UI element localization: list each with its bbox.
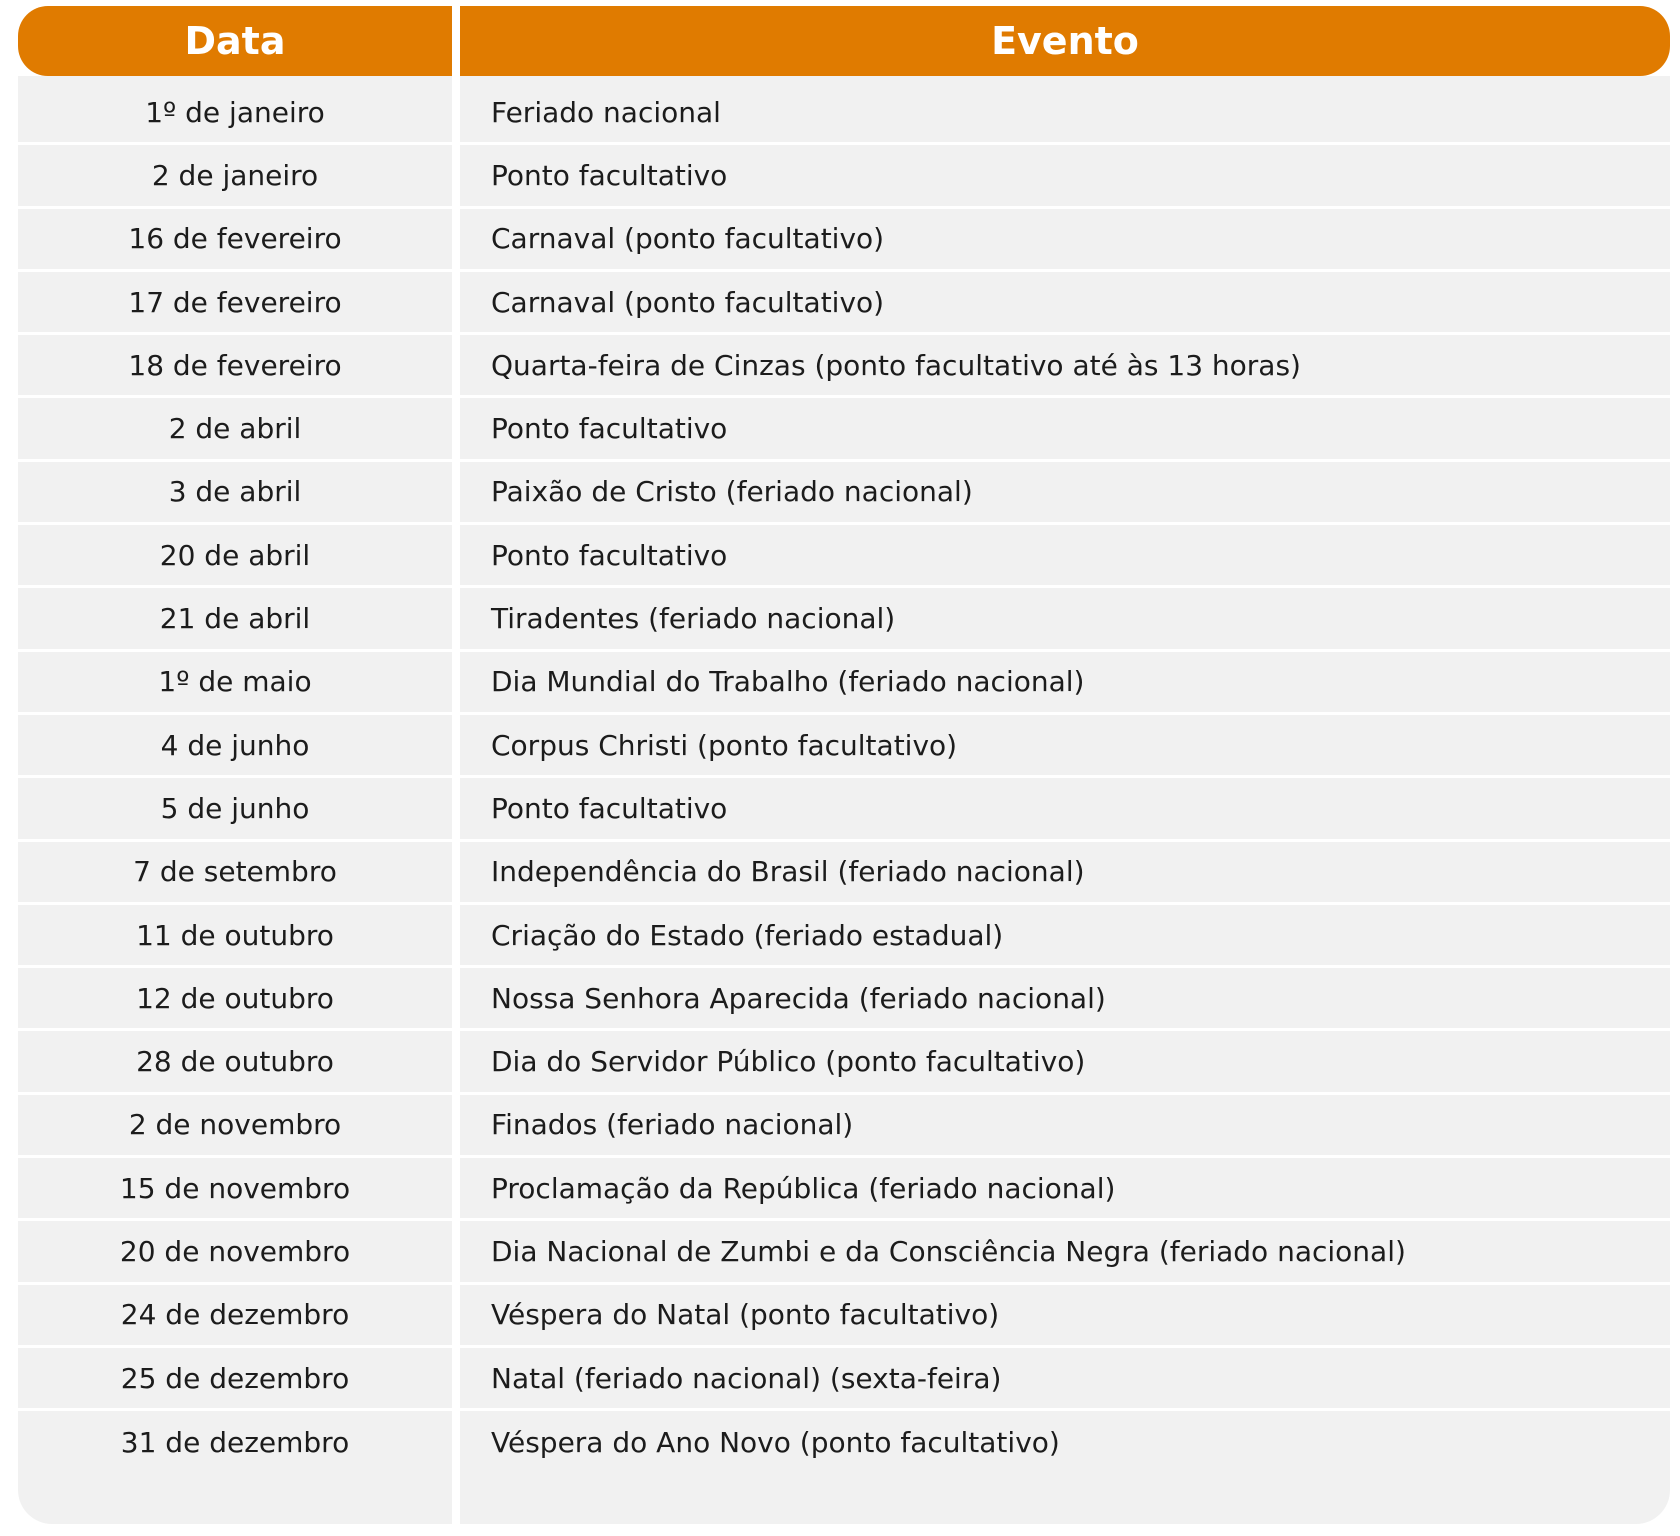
table-row [18,462,1670,525]
row-end-mask [1618,398,1670,458]
table-row [18,1221,1670,1284]
row-end-mask [1618,525,1670,585]
event-cell: Ponto facultativo [491,538,728,572]
event-cell: Dia Mundial do Trabalho (feriado nacional) [491,665,1085,699]
date-cell: 28 de outubro [136,1045,334,1079]
table-row [18,1285,1670,1348]
row-end-mask [1618,82,1670,142]
event-cell: Véspera do Ano Novo (ponto facultativo) [491,1426,1060,1460]
event-cell: Feriado nacional [491,95,721,129]
event-cell: Carnaval (ponto facultativo) [491,285,885,319]
table-row [18,1095,1670,1158]
table-row [18,335,1670,398]
row-end-mask [1618,1348,1670,1408]
header-divider [452,6,460,76]
table-row [18,525,1670,588]
table-row [18,398,1670,461]
row-end-mask [1618,1285,1670,1345]
table-header [18,6,1670,76]
table-row [18,652,1670,715]
holiday-table [18,6,1670,1524]
date-cell: 11 de outubro [136,918,334,952]
event-cell: Ponto facultativo [491,412,728,446]
date-cell: 15 de novembro [119,1171,351,1205]
date-cell: 16 de fevereiro [128,222,342,256]
event-cell: Ponto facultativo [491,791,728,825]
date-cell: 12 de outubro [136,981,334,1015]
event-cell: Nossa Senhora Aparecida (feriado nacional) [491,981,1106,1015]
row-end-mask [1618,968,1670,1028]
table-row [18,1031,1670,1094]
row-end-mask [1618,1411,1670,1474]
table-row [18,1348,1670,1411]
event-cell: Paixão de Cristo (feriado nacional) [491,475,973,509]
event-cell: Carnaval (ponto facultativo) [491,222,885,256]
table-body [18,76,1670,1524]
date-cell: 31 de dezembro [120,1426,350,1460]
table-row [18,1158,1670,1221]
date-cell: 5 de junho [160,791,310,825]
event-cell: Proclamação da República (feriado nacional) [491,1171,1116,1205]
table-row [18,778,1670,841]
date-cell: 1º de maio [158,665,312,699]
row-end-mask [1618,272,1670,332]
row-end-mask [1618,778,1670,838]
table-rows [18,82,1670,1475]
date-cell: 1º de janeiro [145,95,325,129]
date-cell: 7 de setembro [133,855,337,889]
table-row [18,905,1670,968]
row-end-mask [1618,335,1670,395]
date-cell: 3 de abril [168,475,302,509]
row-end-mask [1618,209,1670,269]
table-row [18,715,1670,778]
table-row [18,842,1670,905]
date-cell: 2 de janeiro [151,158,319,192]
table-row [18,968,1670,1031]
date-cell: 2 de abril [168,412,302,446]
row-end-mask [1618,905,1670,965]
header-event: Evento [991,19,1139,63]
row-end-mask [1618,652,1670,712]
event-cell: Natal (feriado nacional) (sexta-feira) [491,1361,1002,1395]
date-cell: 20 de novembro [119,1234,351,1268]
row-end-mask [1618,1221,1670,1281]
row-end-mask [1618,1095,1670,1155]
row-end-mask [1618,1158,1670,1218]
row-end-mask [1618,588,1670,648]
event-cell: Ponto facultativo [491,158,728,192]
date-cell: 25 de dezembro [120,1361,350,1395]
event-cell: Quarta-feira de Cinzas (ponto facultativo até às 13 horas) [491,348,1301,382]
date-cell: 20 de abril [159,538,311,572]
row-end-mask [1618,462,1670,522]
header-date: Data [184,19,286,63]
row-end-mask [1618,145,1670,205]
date-cell: 24 de dezembro [120,1298,350,1332]
table-row [18,272,1670,335]
event-cell: Véspera do Natal (ponto facultativo) [491,1298,1000,1332]
event-cell: Tiradentes (feriado nacional) [491,602,896,636]
event-cell: Finados (feriado nacional) [491,1108,854,1142]
table-row [18,1411,1670,1474]
event-cell: Dia Nacional de Zumbi e da Consciência Negra (feriado nacional) [491,1234,1406,1268]
row-end-mask [1618,842,1670,902]
date-cell: 2 de novembro [128,1108,342,1142]
date-cell: 17 de fevereiro [128,285,342,319]
row-end-mask [1618,715,1670,775]
date-cell: 18 de fevereiro [128,348,342,382]
row-end-mask [1618,1031,1670,1091]
event-cell: Independência do Brasil (feriado nacional) [491,855,1085,889]
table-row [18,145,1670,208]
event-cell: Dia do Servidor Público (ponto facultativo) [491,1045,1086,1079]
event-cell: Criação do Estado (feriado estadual) [491,918,1004,952]
table-row [18,588,1670,651]
date-cell: 21 de abril [159,602,311,636]
table-row [18,209,1670,272]
date-cell: 4 de junho [160,728,310,762]
table-row [18,82,1670,145]
column-divider [452,76,460,1524]
event-cell: Corpus Christi (ponto facultativo) [491,728,958,762]
